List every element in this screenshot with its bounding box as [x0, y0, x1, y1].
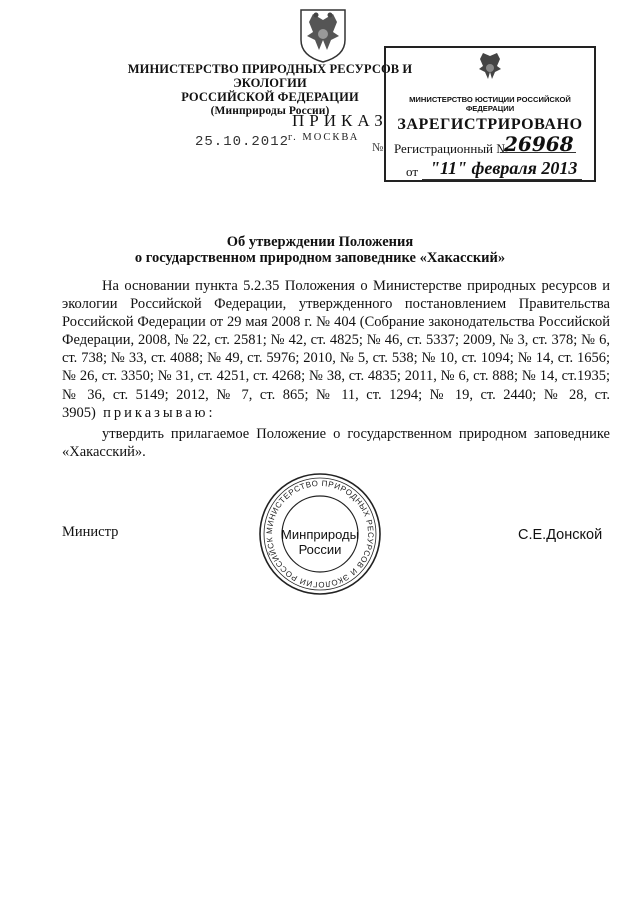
- order-date: 25.10.2012: [195, 134, 290, 150]
- registration-stamp: [384, 46, 596, 182]
- order-title: ПРИКАЗ: [292, 111, 388, 130]
- signatory-name: С.Е.Донской: [518, 527, 603, 543]
- seal-center-line1: Минприроды: [281, 527, 359, 542]
- legal-basis-text: На основании пункта 5.2.35 Положения о Министерстве природных ресурсов и экологии Российской Федерации, утвержденного постановлением Правительства Российской Федерации от 29 мая 2008 г. № 404 (Собрание законодательства Российской Федерации, 2008, № 22, ст. 2581; № 42, ст. 4825; № 46, ст. 5337; 2009, № 3, ст. 378; № 6, ст. 738; № 33, ст. 4088; № 49, ст. 5976; 2010, № 5, ст. 538; № 10, ст. 1094; № 14, ст. 1656; № 26, ст. 3350; № 31, ст. 4251, ст. 4268; № 38, ст. 4835; 2011, № 6, ст. 888; № 14, ст.1935; № 36, ст. 5149; 2012, № 7, ст. 865; № 11, ст. 1294; № 19, ст. 2440; № 28, ст. 3905): [62, 278, 610, 421]
- seal-ring-text: МИНИСТЕРСТВО ПРИРОДНЫХ РЕСУРСОВ И ЭКОЛОГИИ РОССИЙСК: [264, 478, 376, 590]
- body-paragraph-1: [62, 277, 610, 422]
- order-number-sign: №: [372, 140, 384, 154]
- stamp-heading: ЗАРЕГИСТРИРОВАНО: [397, 116, 583, 133]
- stamp-organization: МИНИСТЕРСТВО ЮСТИЦИИ РОССИЙСКОЙ ФЕДЕРАЦИИ: [409, 95, 571, 113]
- stamp-number-underline: [500, 152, 576, 153]
- stamp-date: "11" февраля 2013: [430, 158, 578, 178]
- stamp-emblem-icon: [473, 52, 507, 88]
- coat-of-arms-emblem: [297, 6, 349, 64]
- stamp-number-label: Регистрационный №: [394, 141, 509, 156]
- ministry-name-line2: РОССИЙСКОЙ ФЕДЕРАЦИИ: [181, 90, 359, 104]
- stamp-from-label: от: [406, 164, 419, 179]
- document-title-line2: о государственном природном заповеднике «Хакасский»: [134, 250, 506, 266]
- document-title: [100, 234, 540, 266]
- ministry-name-line1: МИНИСТЕРСТВО ПРИРОДНЫХ РЕСУРСОВ И ЭКОЛОГИИ: [127, 62, 413, 90]
- ministry-header: [120, 62, 420, 118]
- ministry-short-name: (Минприроды России): [210, 105, 330, 117]
- stamp-number: 26968: [504, 132, 574, 156]
- body-paragraph-2: утвердить прилагаемое Положение о государственном природном заповеднике «Хакасский».: [62, 426, 610, 460]
- document-title-line1: Об утверждении Положения: [226, 234, 414, 250]
- order-city: г. МОСКВА: [288, 132, 360, 143]
- stamp-date-underline: [422, 179, 582, 180]
- signatory-position: Министр: [62, 524, 119, 540]
- seal-center-line2: России: [298, 542, 342, 557]
- order-word: приказываю:: [103, 404, 216, 421]
- seal-center-text: [274, 527, 366, 557]
